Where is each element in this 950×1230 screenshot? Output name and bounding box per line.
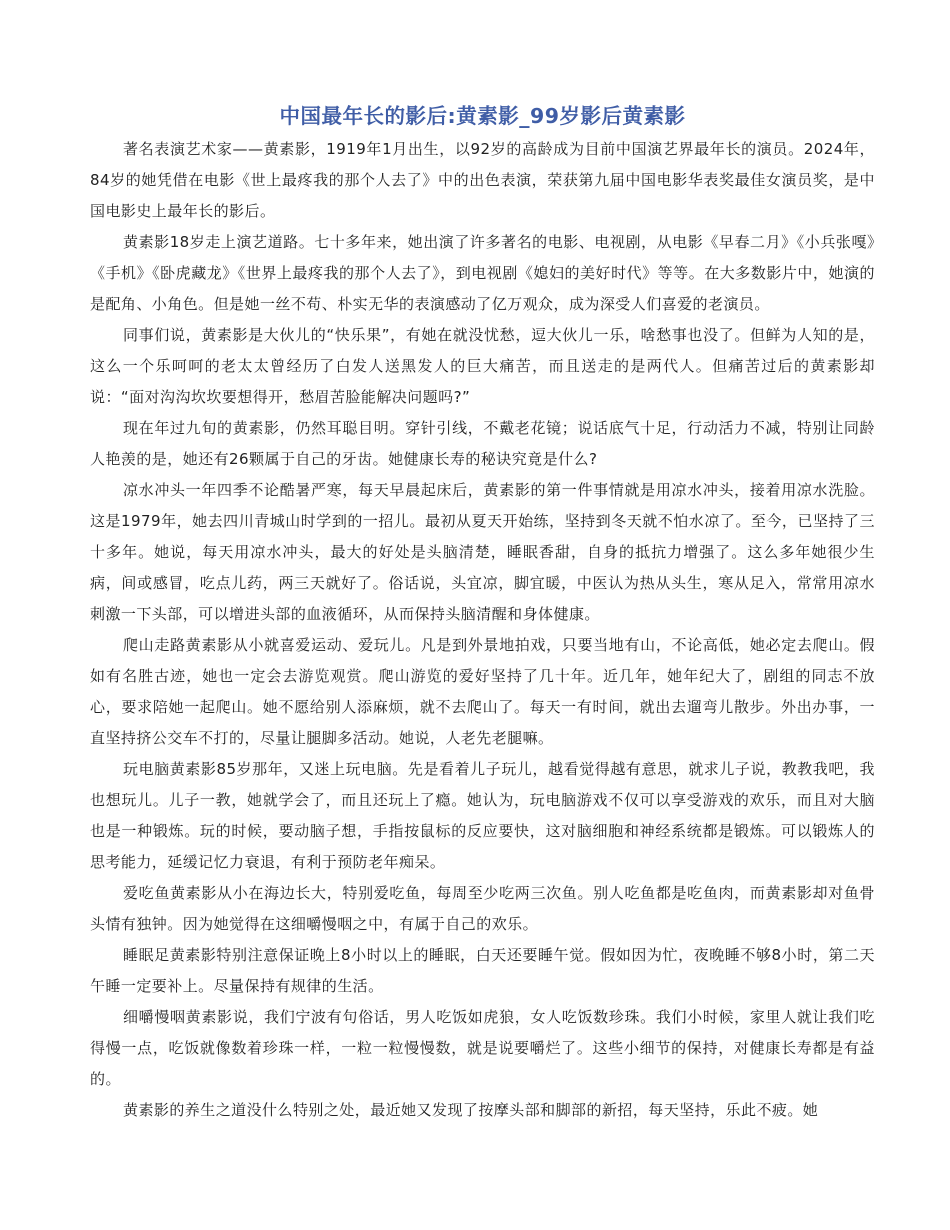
paragraph: 同事们说，黄素影是大伙儿的“快乐果”，有她在就没忧愁，逗大伙儿一乐，啥愁事也没了。但鲜为人知的是，这么一个乐呵呵的老太太曾经历了白发人送黑发人的巨大痛苦，而且送走的是两代人。但痛苦过后的黄素影却说：“面对沟沟坎坎要想得开，愁眉苦脸能解决问题吗?” bbox=[90, 326, 875, 406]
paragraph: 爱吃鱼黄素影从小在海边长大，特别爱吃鱼，每周至少吃两三次鱼。别人吃鱼都是吃鱼肉，而黄素影却对鱼骨头情有独钟。因为她觉得在这细嚼慢咽之中，有属于自己的欢乐。 bbox=[90, 884, 875, 933]
paragraph: 现在年过九旬的黄素影，仍然耳聪目明。穿针引线，不戴老花镜；说话底气十足，行动活力不减，特别让同龄人艳羡的是，她还有26颗属于自己的牙齿。她健康长寿的秘诀究竟是什么? bbox=[90, 419, 875, 468]
paragraph: 著名表演艺术家——黄素影，1919年1月出生，以92岁的高龄成为目前中国演艺界最年长的演员。2024年，84岁的她凭借在电影《世上最疼我的那个人去了》中的出色表演，荣获第九届中国电影华表奖最佳女演员奖，是中国电影史上最年长的影后。 bbox=[90, 140, 875, 220]
paragraph: 细嚼慢咽黄素影说，我们宁波有句俗话，男人吃饭如虎狼，女人吃饭数珍珠。我们小时候，家里人就让我们吃得慢一点，吃饭就像数着珍珠一样，一粒一粒慢慢数，就是说要嚼烂了。这些小细节的保持，对健康长寿都是有益的。 bbox=[90, 1008, 875, 1088]
paragraph: 黄素影18岁走上演艺道路。七十多年来，她出演了许多著名的电影、电视剧，从电影《早春二月》《小兵张嘎》《手机》《卧虎藏龙》《世界上最疼我的那个人去了》，到电视剧《媳妇的美好时代》等等。在大多数影片中，她演的是配角、小角色。但是她一丝不苟、朴实无华的表演感动了亿万观众，成为深受人们喜爱的老演员。 bbox=[90, 233, 875, 313]
paragraph: 黄素影的养生之道没什么特别之处，最近她又发现了按摩头部和脚部的新招，每天坚持，乐此不疲。她 bbox=[123, 1101, 819, 1119]
paragraph: 爬山走路黄素影从小就喜爱运动、爱玩儿。凡是到外景地拍戏，只要当地有山，不论高低，她必定去爬山。假如有名胜古迹，她也一定会去游览观赏。爬山游览的爱好坚持了几十年。近几年，她年纪大了，剧组的同志不放心，要求陪她一起爬山。她不愿给别人添麻烦，就不去爬山了。每天一有时间，就出去遛弯儿散步。外出办事，一直坚持挤公交车不打的，尽量让腿脚多活动。她说，人老先老腿嘛。 bbox=[90, 636, 875, 747]
paragraph: 玩电脑黄素影85岁那年，又迷上玩电脑。先是看着儿子玩儿，越看觉得越有意思，就求儿子说，教教我吧，我也想玩儿。儿子一教，她就学会了，而且还玩上了瘾。她认为，玩电脑游戏不仅可以享受游戏的欢乐，而且对大脑也是一种锻炼。玩的时候，要动脑子想，手指按鼠标的反应要快，这对脑细胞和神经系统都是锻炼。可以锻炼人的思考能力，延缓记忆力衰退，有利于预防老年痴呆。 bbox=[90, 760, 875, 871]
paragraph: 凉水冲头一年四季不论酷暑严寒，每天早晨起床后，黄素影的第一件事情就是用凉水冲头，接着用凉水洗脸。这是1979年，她去四川青城山时学到的一招儿。最初从夏天开始练，坚持到冬天就不怕水凉了。至今，已坚持了三十多年。她说，每天用凉水冲头，最大的好处是头脑清楚，睡眠香甜，自身的抵抗力增强了。这么多年她很少生病，间或感冒，吃点儿药，两三天就好了。俗话说，头宜凉，脚宜暖，中医认为热从头生，寒从足入，常常用凉水刺激一下头部，可以增进头部的血液循环，从而保持头脑清醒和身体健康。 bbox=[90, 481, 875, 623]
document-title: 中国最年长的影后:黄素影_99岁影后黄素影 bbox=[279, 104, 686, 128]
paragraph: 睡眠足黄素影特别注意保证晚上8小时以上的睡眠，白天还要睡午觉。假如因为忙，夜晚睡不够8小时，第二天午睡一定要补上。尽量保持有规律的生活。 bbox=[90, 946, 875, 995]
document-page bbox=[90, 102, 875, 1126]
